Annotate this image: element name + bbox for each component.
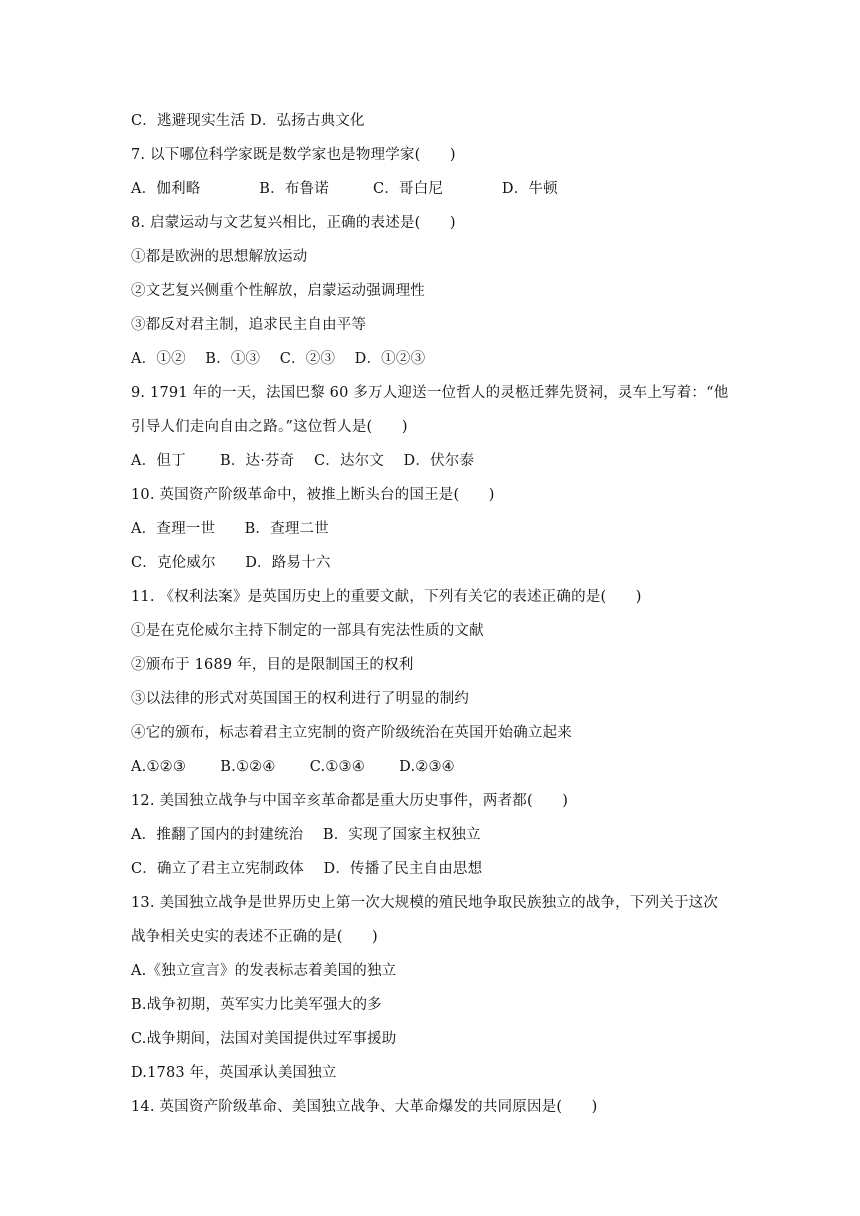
question-10: 10. 英国资产阶级革命中，被推上断头台的国王是( ) <box>131 487 495 503</box>
statement-8-2: ②文艺复兴侧重个性解放，启蒙运动强调理性 <box>131 283 425 299</box>
options-10-row-1: A．查理一世 B．查理二世 <box>131 521 329 537</box>
statement-11-1: ①是在克伦威尔主持下制定的一部具有宪法性质的文献 <box>131 623 484 639</box>
statement-11-2: ②颁布于 1689 年，目的是限制国王的权利 <box>131 657 414 673</box>
question-9-line-1: 9. 1791 年的一天，法国巴黎 60 多万人迎送一位哲人的灵柩迁葬先贤祠，灵车上写着：“他 <box>131 385 729 401</box>
question-7: 7. 以下哪位科学家既是数学家也是物理学家( ) <box>131 147 456 163</box>
option-13-b: B.战争初期，英军实力比美军强大的多 <box>131 997 382 1013</box>
options-11: A.①②③ B.①②④ C.①③④ D.②③④ <box>131 759 455 775</box>
options-8: A．①② B．①③ C．②③ D．①②③ <box>131 351 426 367</box>
statement-8-3: ③都反对君主制，追求民主自由平等 <box>131 317 367 333</box>
question-8: 8. 启蒙运动与文艺复兴相比，正确的表述是( ) <box>131 215 456 231</box>
option-line: C．逃避现实生活 D．弘扬古典文化 <box>131 113 365 129</box>
option-13-d: D.1783 年，英国承认美国独立 <box>131 1065 337 1081</box>
question-11: 11. 《权利法案》是英国历史上的重要文献，下列有关它的表述正确的是( ) <box>131 589 642 605</box>
statement-11-4: ④它的颁布，标志着君主立宪制的资产阶级统治在英国开始确立起来 <box>131 725 572 741</box>
question-9-line-2: 引导人们走向自由之路。”这位哲人是( ) <box>131 419 408 435</box>
options-12-row-1: A．推翻了国内的封建统治 B．实现了国家主权独立 <box>131 827 481 843</box>
option-13-a: A.《独立宣言》的发表标志着美国的独立 <box>131 963 397 979</box>
options-12-row-2: C．确立了君主立宪制政体 D．传播了民主自由思想 <box>131 861 483 877</box>
question-13-line-2: 战争相关史实的表述不正确的是( ) <box>131 929 378 945</box>
question-12: 12. 美国独立战争与中国辛亥革命都是重大历史事件，两者都( ) <box>131 793 569 809</box>
options-9: A．但丁 B．达·芬奇 C．达尔文 D．伏尔泰 <box>131 453 475 469</box>
options-7: A．伽利略 B．布鲁诺 C．哥白尼 D．牛顿 <box>131 181 558 197</box>
question-14: 14. 英国资产阶级革命、美国独立战争、大革命爆发的共同原因是( ) <box>131 1099 598 1115</box>
options-10-row-2: C．克伦威尔 D．路易十六 <box>131 555 331 571</box>
option-13-c: C.战争期间，法国对美国提供过军事援助 <box>131 1031 397 1047</box>
question-text-block <box>131 104 741 1124</box>
statement-11-3: ③以法律的形式对英国国王的权利进行了明显的制约 <box>131 691 470 707</box>
statement-8-1: ①都是欧洲的思想解放运动 <box>131 249 308 265</box>
question-13-line-1: 13. 美国独立战争是世界历史上第一次大规模的殖民地争取民族独立的战争，下列关于这次 <box>131 895 719 911</box>
